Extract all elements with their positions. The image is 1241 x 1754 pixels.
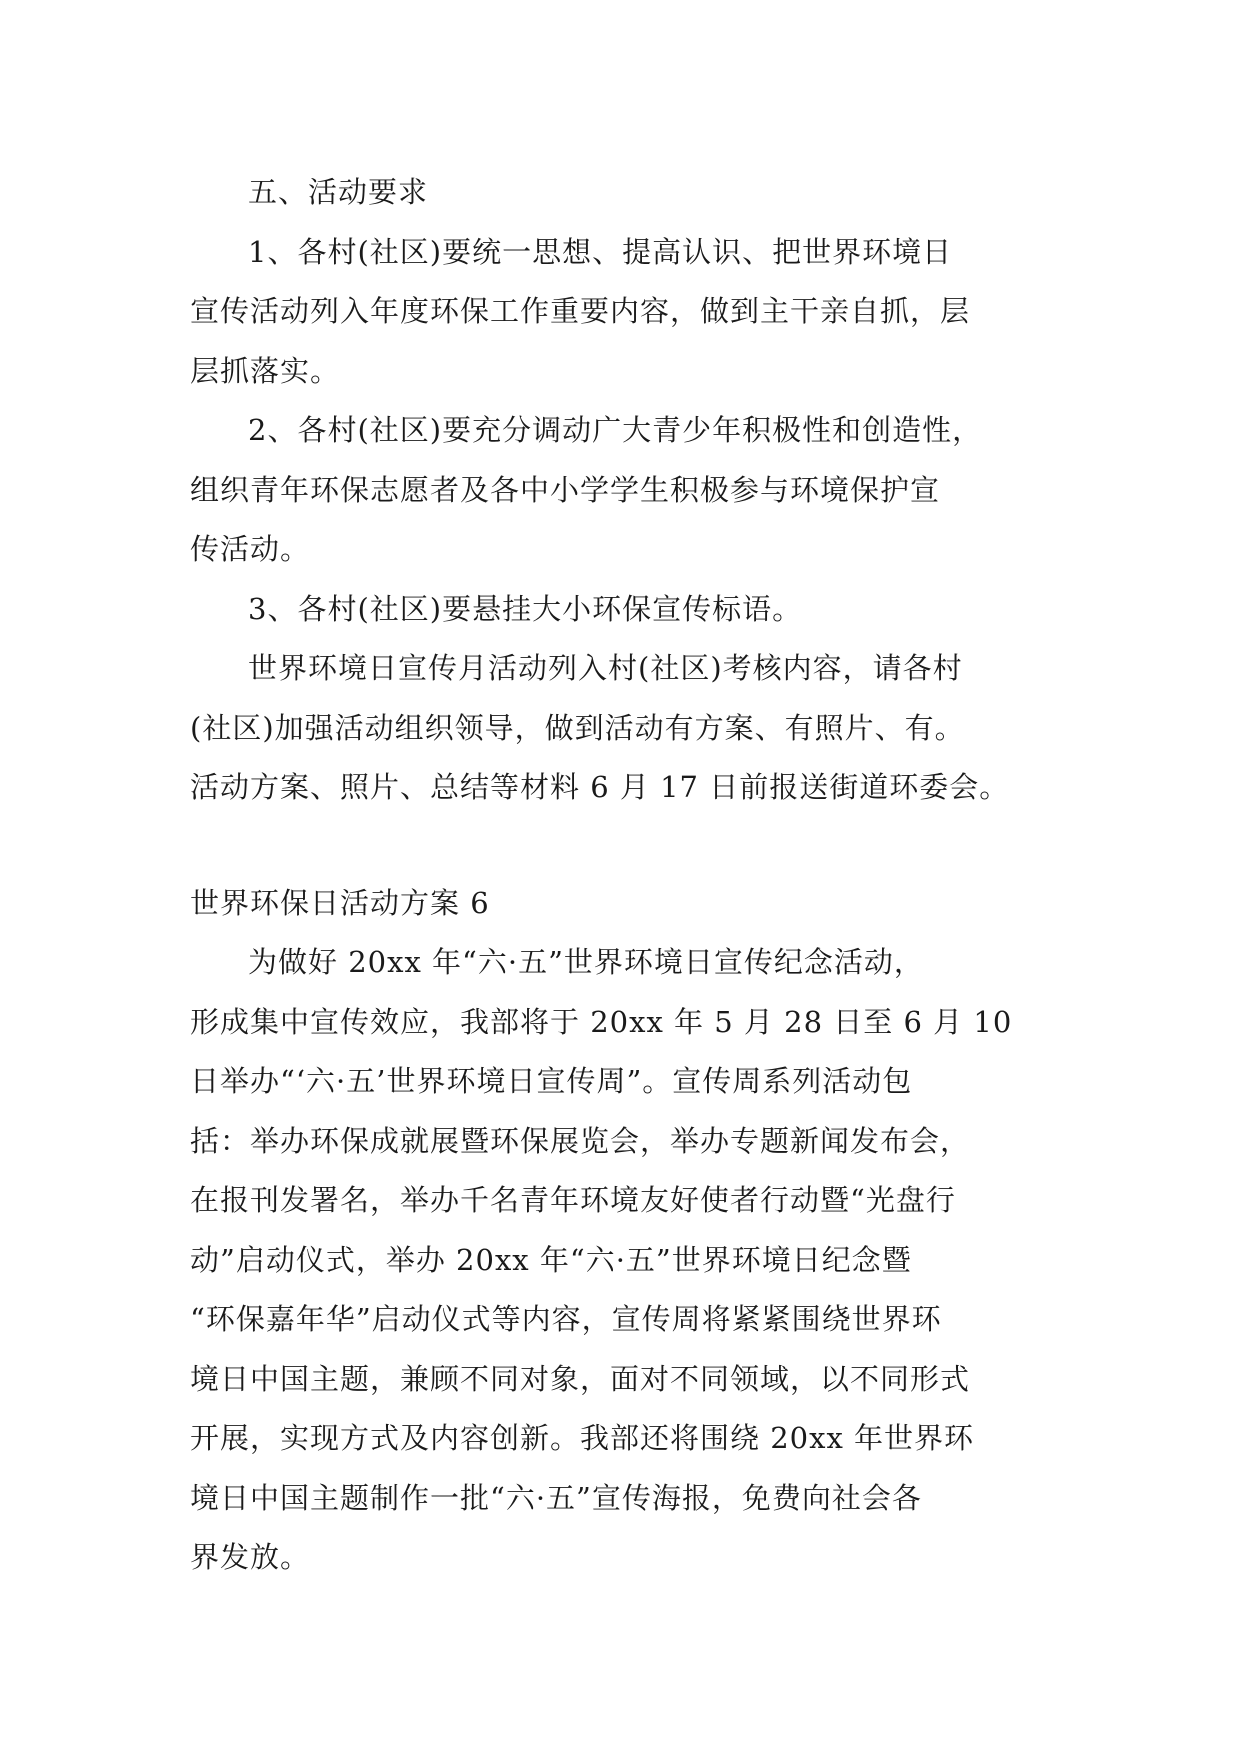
text-line: 宣传活动列入年度环保工作重要内容，做到主干亲自抓，层 (190, 294, 971, 328)
plan-body-paragraph (190, 933, 1070, 1588)
text-line: 组织青年环保志愿者及各中小学学生积极参与环境保护宣 (190, 472, 941, 507)
requirement-item-3 (190, 580, 1070, 640)
text-line: 括：举办环保成就展暨环保展览会，举办专题新闻发布会， (190, 1123, 971, 1158)
text-line: 日举办“‘六·五’世界环境日宣传周”。宣传周系列活动包 (190, 1064, 913, 1098)
text-line: 境日中国主题，兼顾不同对象，面对不同领域，以不同形式 (190, 1361, 971, 1396)
text-line: 形成集中宣传效应，我部将于 20xx 年 5 月 28 日至 6 月 10 (190, 1004, 1013, 1039)
requirement-item-2 (190, 401, 1070, 580)
text-line: 1、各村(社区)要统一思想、提高认识、把世界环境日 (248, 234, 953, 269)
text-line: 动”启动仪式，举办 20xx 年“六·五”世界环境日纪念暨 (190, 1242, 912, 1277)
text-line: 3、各村(社区)要悬挂大小环保宣传标语。 (248, 591, 803, 626)
text-line: 活动方案、照片、总结等材料 6 月 17 日前报送街道环委会。 (190, 770, 1010, 804)
text-line: 层抓落实。 (190, 353, 341, 388)
text-line: 开展，实现方式及内容创新。我部还将围绕 20xx 年世界环 (190, 1421, 975, 1455)
document-body (190, 163, 1070, 1588)
text-line: 境日中国主题制作一批“六·五”宣传海报，免费向社会各 (190, 1480, 922, 1515)
text-line: 世界环境日宣传月活动列入村(社区)考核内容，请各村 (248, 651, 963, 685)
section-heading: 五、活动要求 (248, 175, 429, 209)
text-line: 为做好 20xx 年“六·五”世界环境日宣传纪念活动， (248, 945, 924, 979)
text-line: 界发放。 (190, 1540, 311, 1574)
text-line: 传活动。 (190, 532, 311, 566)
section-spacer (190, 818, 1070, 874)
requirement-item-1 (190, 223, 1070, 402)
text-line: “环保嘉年华”启动仪式等内容，宣传周将紧紧围绕世界环 (190, 1302, 942, 1336)
plan-title: 世界环保日活动方案 6 (190, 885, 490, 920)
text-line: 2、各村(社区)要充分调动广大青少年积极性和创造性， (248, 413, 983, 447)
text-line: 在报刊发署名，举办千名青年环境友好使者行动暨“光盘行 (190, 1183, 956, 1217)
closing-paragraph (190, 639, 1070, 818)
text-line: (社区)加强活动组织领导，做到活动有方案、有照片、有。 (190, 710, 965, 745)
